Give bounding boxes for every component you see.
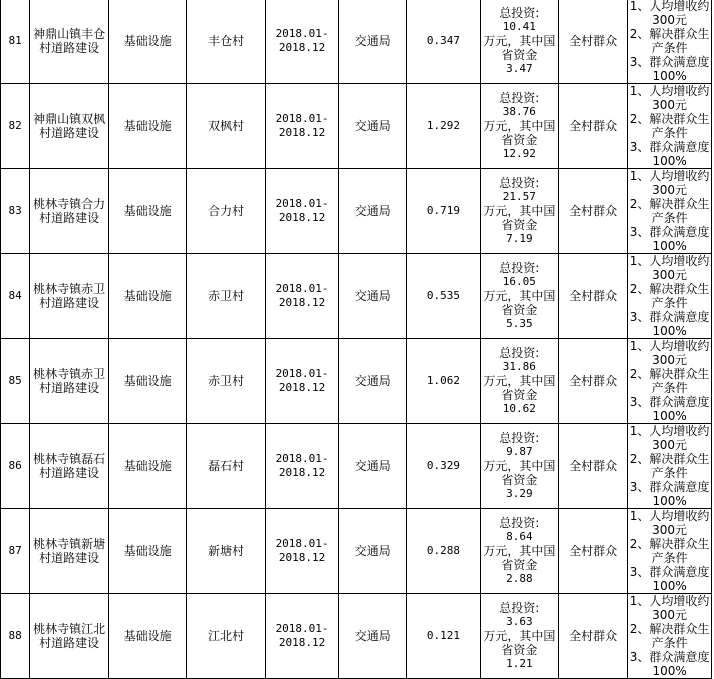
effect-cell: [628, 0, 712, 84]
effect-item-2: 2、解决群众生产条件: [629, 197, 710, 225]
project-type-cell: 基础设施: [108, 594, 187, 679]
beneficiary-cell: 全村群众: [559, 339, 628, 424]
beneficiary-cell: 全村群众: [559, 254, 628, 339]
period-start: 2018.01-: [275, 112, 329, 125]
effect-item-2: 2、解决群众生产条件: [629, 537, 710, 565]
effect-item-3: 3、群众满意度100%: [629, 480, 710, 508]
project-name-cell: 神鼎山镇丰仓村道路建设: [30, 0, 109, 84]
effect-item-1: 1、人均增收约300元: [629, 339, 710, 367]
period-end: 2018.12: [278, 41, 326, 54]
village-cell: 丰仓村: [187, 0, 266, 84]
beneficiary-cell: 全村群众: [559, 509, 628, 594]
beneficiary-cell: 全村群众: [559, 594, 628, 679]
project-type-cell: 基础设施: [108, 169, 187, 254]
beneficiary-cell: 全村群众: [559, 84, 628, 169]
investment-cell: [480, 424, 559, 509]
scale-cell: 0.719: [407, 169, 480, 254]
project-name-cell: 桃林寺镇磊石村道路建设: [30, 424, 109, 509]
row-number-cell: 85: [1, 339, 30, 424]
period-end: 2018.12: [278, 551, 326, 564]
investment-total: 9.87: [506, 445, 533, 458]
investment-cell: [480, 594, 559, 679]
investment-middle: 万元，其中国省资金: [483, 544, 556, 572]
investment-cell: [480, 339, 559, 424]
investment-provincial: 12.92: [502, 147, 536, 160]
effect-cell: [628, 339, 712, 424]
scale-cell: 0.121: [407, 594, 480, 679]
effect-item-3: 3、群众满意度100%: [629, 395, 710, 423]
period-end: 2018.12: [278, 211, 326, 224]
investment-cell: [480, 254, 559, 339]
period-cell: [265, 254, 338, 339]
effect-item-3: 3、群众满意度100%: [629, 565, 710, 593]
department-cell: 交通局: [339, 84, 407, 169]
project-name-cell: 神鼎山镇双枫村道路建设: [30, 84, 109, 169]
row-number-cell: 88: [1, 594, 30, 679]
row-number-cell: 81: [1, 0, 30, 84]
effect-cell: [628, 254, 712, 339]
investment-total: 16.05: [502, 275, 536, 288]
period-cell: [265, 339, 338, 424]
investment-prefix: 总投资:: [499, 346, 540, 360]
effect-item-3: 3、群众满意度100%: [629, 225, 710, 253]
investment-middle: 万元，其中国省资金: [483, 374, 556, 402]
table-row: [1, 424, 712, 509]
investment-cell: [480, 84, 559, 169]
investment-cell: [480, 169, 559, 254]
project-type-cell: 基础设施: [108, 424, 187, 509]
department-cell: 交通局: [339, 169, 407, 254]
investment-provincial: 1.21: [506, 657, 533, 670]
department-cell: 交通局: [339, 339, 407, 424]
period-cell: [265, 594, 338, 679]
beneficiary-cell: 全村群众: [559, 169, 628, 254]
period-start: 2018.01-: [275, 622, 329, 635]
department-cell: 交通局: [339, 0, 407, 84]
effect-item-3: 3、群众满意度100%: [629, 140, 710, 168]
period-cell: [265, 509, 338, 594]
effect-item-3: 3、群众满意度100%: [629, 650, 710, 678]
village-cell: 双枫村: [187, 84, 266, 169]
village-cell: 新塘村: [187, 509, 266, 594]
scale-cell: 0.535: [407, 254, 480, 339]
scale-cell: 0.329: [407, 424, 480, 509]
investment-cell: [480, 509, 559, 594]
period-cell: [265, 0, 338, 84]
project-name-cell: 桃林寺镇合力村道路建设: [30, 169, 109, 254]
effect-item-1: 1、人均增收约300元: [629, 0, 710, 27]
period-end: 2018.12: [278, 466, 326, 479]
department-cell: 交通局: [339, 594, 407, 679]
investment-middle: 万元，其中国省资金: [483, 119, 556, 147]
investment-provincial: 5.35: [506, 317, 533, 330]
effect-item-2: 2、解决群众生产条件: [629, 282, 710, 310]
project-name-cell: 桃林寺镇江北村道路建设: [30, 594, 109, 679]
effect-cell: [628, 509, 712, 594]
beneficiary-cell: 全村群众: [559, 424, 628, 509]
table-row: [1, 169, 712, 254]
period-start: 2018.01-: [275, 197, 329, 210]
row-number-cell: 83: [1, 169, 30, 254]
project-type-cell: 基础设施: [108, 0, 187, 84]
period-cell: [265, 169, 338, 254]
project-name-cell: 桃林寺镇新塘村道路建设: [30, 509, 109, 594]
investment-provincial: 2.88: [506, 572, 533, 585]
project-type-cell: 基础设施: [108, 84, 187, 169]
effect-cell: [628, 594, 712, 679]
investment-total: 8.64: [506, 530, 533, 543]
village-cell: 合力村: [187, 169, 266, 254]
period-start: 2018.01-: [275, 537, 329, 550]
period-start: 2018.01-: [275, 367, 329, 380]
effect-item-3: 3、群众满意度100%: [629, 55, 710, 83]
period-start: 2018.01-: [275, 282, 329, 295]
investment-provincial: 3.47: [506, 62, 533, 75]
investment-prefix: 总投资:: [499, 431, 540, 445]
investment-middle: 万元，其中国省资金: [483, 204, 556, 232]
effect-item-1: 1、人均增收约300元: [629, 424, 710, 452]
investment-provincial: 10.62: [502, 402, 536, 415]
row-number-cell: 84: [1, 254, 30, 339]
row-number-cell: 82: [1, 84, 30, 169]
department-cell: 交通局: [339, 254, 407, 339]
investment-prefix: 总投资:: [499, 516, 540, 530]
investment-provincial: 7.19: [506, 232, 533, 245]
village-cell: 磊石村: [187, 424, 266, 509]
beneficiary-cell: 全村群众: [559, 0, 628, 84]
table-row: [1, 594, 712, 679]
investment-prefix: 总投资:: [499, 261, 540, 275]
effect-item-1: 1、人均增收约300元: [629, 254, 710, 282]
investment-total: 38.76: [502, 105, 536, 118]
effect-item-2: 2、解决群众生产条件: [629, 27, 710, 55]
effect-item-2: 2、解决群众生产条件: [629, 112, 710, 140]
period-start: 2018.01-: [275, 27, 329, 40]
effect-item-1: 1、人均增收约300元: [629, 169, 710, 197]
investment-total: 10.41: [502, 20, 536, 33]
effect-item-1: 1、人均增收约300元: [629, 594, 710, 622]
period-end: 2018.12: [278, 126, 326, 139]
table-row: [1, 254, 712, 339]
project-type-cell: 基础设施: [108, 254, 187, 339]
effect-cell: [628, 84, 712, 169]
investment-total: 31.86: [502, 360, 536, 373]
project-name-cell: 桃林寺镇赤卫村道路建设: [30, 339, 109, 424]
investment-prefix: 总投资:: [499, 6, 540, 20]
investment-middle: 万元，其中国省资金: [483, 459, 556, 487]
table-body: [1, 0, 712, 679]
row-number-cell: 86: [1, 424, 30, 509]
table-row: [1, 0, 712, 84]
department-cell: 交通局: [339, 509, 407, 594]
village-cell: 赤卫村: [187, 339, 266, 424]
effect-item-2: 2、解决群众生产条件: [629, 367, 710, 395]
investment-middle: 万元，其中国省资金: [483, 34, 556, 62]
effect-item-1: 1、人均增收约300元: [629, 509, 710, 537]
scale-cell: 1.292: [407, 84, 480, 169]
row-number-cell: 87: [1, 509, 30, 594]
village-cell: 赤卫村: [187, 254, 266, 339]
investment-total: 3.63: [506, 615, 533, 628]
investment-middle: 万元，其中国省资金: [483, 629, 556, 657]
effect-item-3: 3、群众满意度100%: [629, 310, 710, 338]
department-cell: 交通局: [339, 424, 407, 509]
effect-item-2: 2、解决群众生产条件: [629, 622, 710, 650]
scale-cell: 0.347: [407, 0, 480, 84]
effect-cell: [628, 424, 712, 509]
investment-middle: 万元，其中国省资金: [483, 289, 556, 317]
investment-provincial: 3.29: [506, 487, 533, 500]
project-type-cell: 基础设施: [108, 339, 187, 424]
investment-prefix: 总投资:: [499, 176, 540, 190]
scale-cell: 0.288: [407, 509, 480, 594]
period-end: 2018.12: [278, 381, 326, 394]
period-cell: [265, 84, 338, 169]
period-end: 2018.12: [278, 296, 326, 309]
project-type-cell: 基础设施: [108, 509, 187, 594]
effect-cell: [628, 169, 712, 254]
investment-cell: [480, 0, 559, 84]
period-start: 2018.01-: [275, 452, 329, 465]
table-row: [1, 84, 712, 169]
village-cell: 江北村: [187, 594, 266, 679]
effect-item-2: 2、解决群众生产条件: [629, 452, 710, 480]
investment-total: 21.57: [502, 190, 536, 203]
scale-cell: 1.062: [407, 339, 480, 424]
period-end: 2018.12: [278, 636, 326, 649]
table-row: [1, 339, 712, 424]
table-row: [1, 509, 712, 594]
investment-prefix: 总投资:: [499, 91, 540, 105]
effect-item-1: 1、人均增收约300元: [629, 84, 710, 112]
period-cell: [265, 424, 338, 509]
investment-prefix: 总投资:: [499, 601, 540, 615]
project-name-cell: 桃林寺镇赤卫村道路建设: [30, 254, 109, 339]
